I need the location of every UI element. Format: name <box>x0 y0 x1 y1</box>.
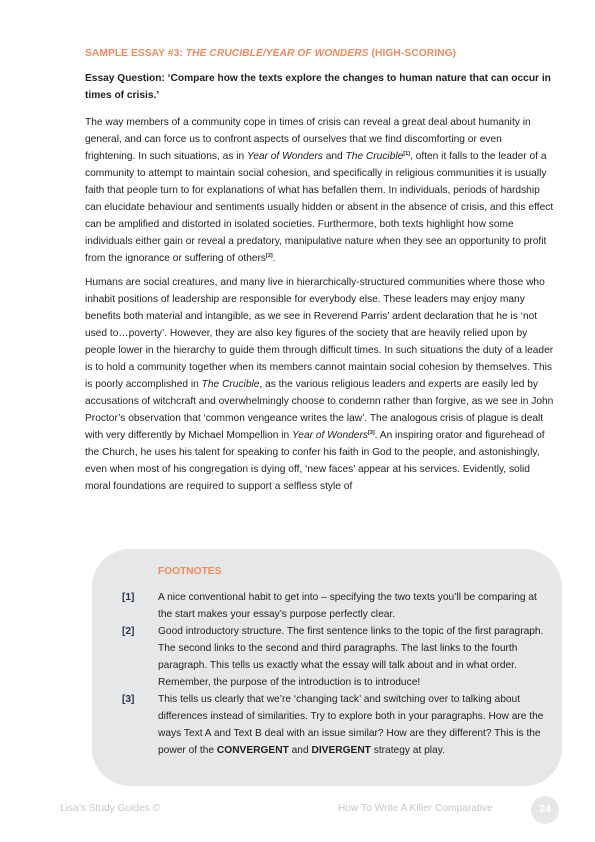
text-span: The way members of a community cope in times of crisis can reveal a great deal about humanity in general, and can force us to confront aspects of ourselves that we find discomforting or even frightening. In such situations, as in <box>85 117 531 162</box>
page-number-badge: 24 <box>531 796 559 824</box>
italic-title: The Crucible <box>201 379 260 390</box>
heading-title: THE CRUCIBLE/YEAR OF WONDERS <box>185 48 369 59</box>
heading-prefix: SAMPLE ESSAY #3: <box>85 48 186 59</box>
paragraph-intro <box>85 114 555 267</box>
bold-term: DIVERGENT <box>311 745 371 756</box>
footnote-marker[interactable]: [1] <box>403 151 411 157</box>
footnote-number: [2] <box>122 626 135 637</box>
text-span: . An inspiring orator and figurehead of the Church, he uses his talent for speaking to confer his faith in God to the people, and astonishingly, even when most of his congregation is dying off, ‘new faces’ appear at his services. Evidently, solid moral foundations are required to support a selfless style of <box>85 430 545 492</box>
paragraph-body <box>85 274 555 495</box>
italic-title: Year of Wonders <box>292 430 368 441</box>
essay-question: Essay Question: ‘Compare how the texts explore the changes to human nature that can occur in times of crisis.’ <box>85 73 551 101</box>
footnote-text <box>158 691 552 759</box>
text-span: . <box>272 253 276 264</box>
footer-book-title: How To Write A Killer Comparative <box>338 803 493 814</box>
text-span: Humans are social creatures, and many live in hierarchically-structured communities where those who inhabit positions of leadership are responsible for everybody else. These leaders may enjoy many benefits both material and intangible, as we see in Reverend Parris’ ardent declaration that he is ‘not used to…poverty’. However, they are also key figures of the society that are heavily relied upon by people lower in the hierarchy to guide them through difficult times. In such situations the duty of a leader is to hold a community together when its members cannot maintain social cohesion by themselves. This is poorly accomplished in <box>85 277 554 390</box>
footnote-number: [1] <box>122 592 135 603</box>
footnote-marker[interactable]: [3] <box>367 430 375 436</box>
footnote-marker[interactable]: [2] <box>266 253 273 259</box>
text-span: This tells us clearly that we’re ‘changing tack’ and switching over to talking about differences instead of similarities. Try to explore both in your paragraphs. How are the ways Text A and Text B deal with an issue similar? How are they different? This is the power of the <box>158 694 544 756</box>
text-span: and <box>288 745 312 756</box>
text-span: , as the various religious leaders and experts are easily led by accusations of witchcraft and overwhelmingly choose to condemn rather than forgive, as we see in John Proctor’s observation that ‘common vengeance writes the law’. The analogous crisis of plague is dealt with very differently by Michael Mompellion in <box>85 379 554 441</box>
text-span: strategy at play. <box>370 745 445 756</box>
footnotes-title: FOOTNOTES <box>158 566 222 577</box>
text-span: , often it falls to the leader of a community to attempt to maintain social cohesion, and specifically in religious communities it is usually faith that people turn to for explanations of what has befallen them. In individuals, periods of hardship can elucidate behaviour and sentiments usually hidden or absent in the absence of crisis, and this effect can be amplified and distorted in isolated societies. Furthermore, both texts highlight how some individuals either gain or reveal a predatory, manipulative nature when they see an opportunity to profit from the ignorance or suffering of others <box>85 151 554 264</box>
bold-term: CONVERGENT <box>216 745 289 756</box>
text-span: and <box>322 151 346 162</box>
footnote-text: Good introductory structure. The first sentence links to the topic of the first paragraph. The second links to the second and third paragraphs. The last links to the fourth paragraph. This tells us exactly what the essay will talk about and in what order. Remember, the purpose of the introduction is to introduce! <box>158 626 544 688</box>
footnote-text: A nice conventional habit to get into – specifying the two texts you’ll be comparing at the start makes your essay’s purpose perfectly clear. <box>158 592 537 620</box>
italic-title: Year of Wonders <box>246 151 323 162</box>
heading-suffix: (HIGH-SCORING) <box>368 48 457 59</box>
essay-heading <box>85 48 555 59</box>
footnote-number: [3] <box>122 694 135 705</box>
italic-title: The Crucible <box>345 151 404 162</box>
footer-brand: Lisa’s Study Guides © <box>60 803 161 814</box>
essay-page <box>85 48 555 502</box>
